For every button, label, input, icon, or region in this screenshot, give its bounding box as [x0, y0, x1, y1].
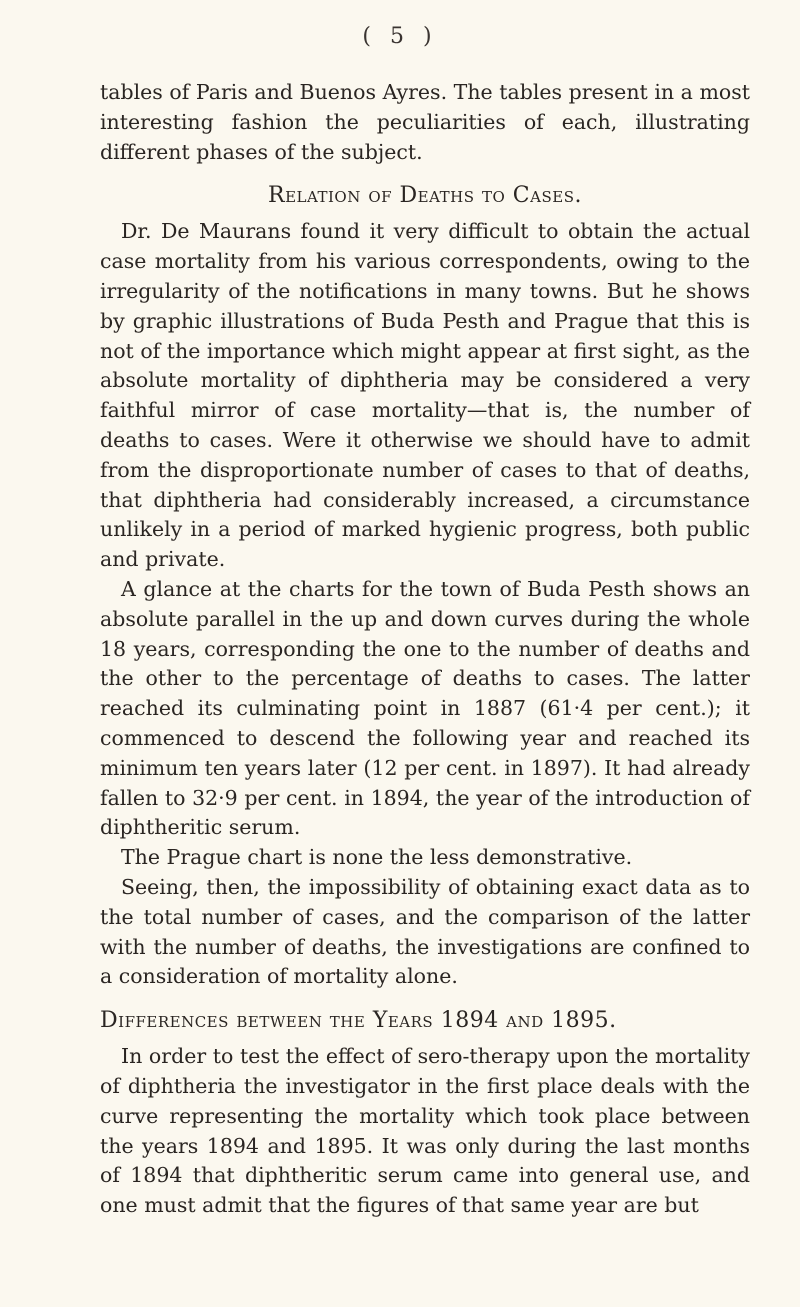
paragraph: A glance at the charts for the town of Buda Pesth shows an absolute parallel in the up and down curves during the whole 18 years, corresponding the one to the number of deaths and the other to the percentage of deaths to cases. The latter reached its culminating point in 1887 (61·4 per cent.); it commenced to descend the following year and reached its minimum ten years later (12 per cent. in 1897). It had already fallen to 32·9 per cent. in 1894, the year of the introduction of diphtheritic serum.: [100, 576, 750, 840]
paragraph-continuation: tables of Paris and Buenos Ayres. The tables present in a most interesting fashion the peculiarities of each, illustrating different phases of the subject.: [100, 80, 750, 164]
paragraph: Dr. De Maurans found it very difficult to obtain the actual case mortality from his various correspondents, owing to the irregularity of the notifications in many towns. But he shows by graphic illustrations of Buda Pesth and Prague that this is not of the importance which might appear at first sight, as the absolute mortality of diphtheria may be considered a very faithful mirror of case mortality—that is, the number of deaths to cases. Were it otherwise we should have to admit from the disproportionate number of cases to that of deaths, that diphtheria had considerably increased, a circumstance unlikely in a period of marked hygienic progress, both public and private.: [100, 219, 750, 572]
section-heading-deaths-to-cases: Relation of Deaths to Cases.: [268, 183, 582, 209]
body-text: [100, 78, 750, 1221]
paragraph: In order to test the effect of sero-therapy upon the mortality of diphtheria the investigator in the first place deals with the curve representing the mortality which took place between the years 1894 and 1895. It was only during the last months of 1894 that diphtheritic serum came into general use, and one must admit that the figures of that same year are but: [100, 1044, 750, 1218]
paragraph: The Prague chart is none the less demonstrative.: [121, 845, 633, 870]
section-heading-differences-years: Differences between the Years 1894 and 1895.: [100, 1008, 617, 1034]
paragraph: Seeing, then, the impossibility of obtaining exact data as to the total number of cases, and the comparison of the latter with the number of deaths, the investigations are confined to a consideration of mortality alone.: [100, 874, 750, 989]
page-number: ( 5 ): [362, 24, 438, 49]
